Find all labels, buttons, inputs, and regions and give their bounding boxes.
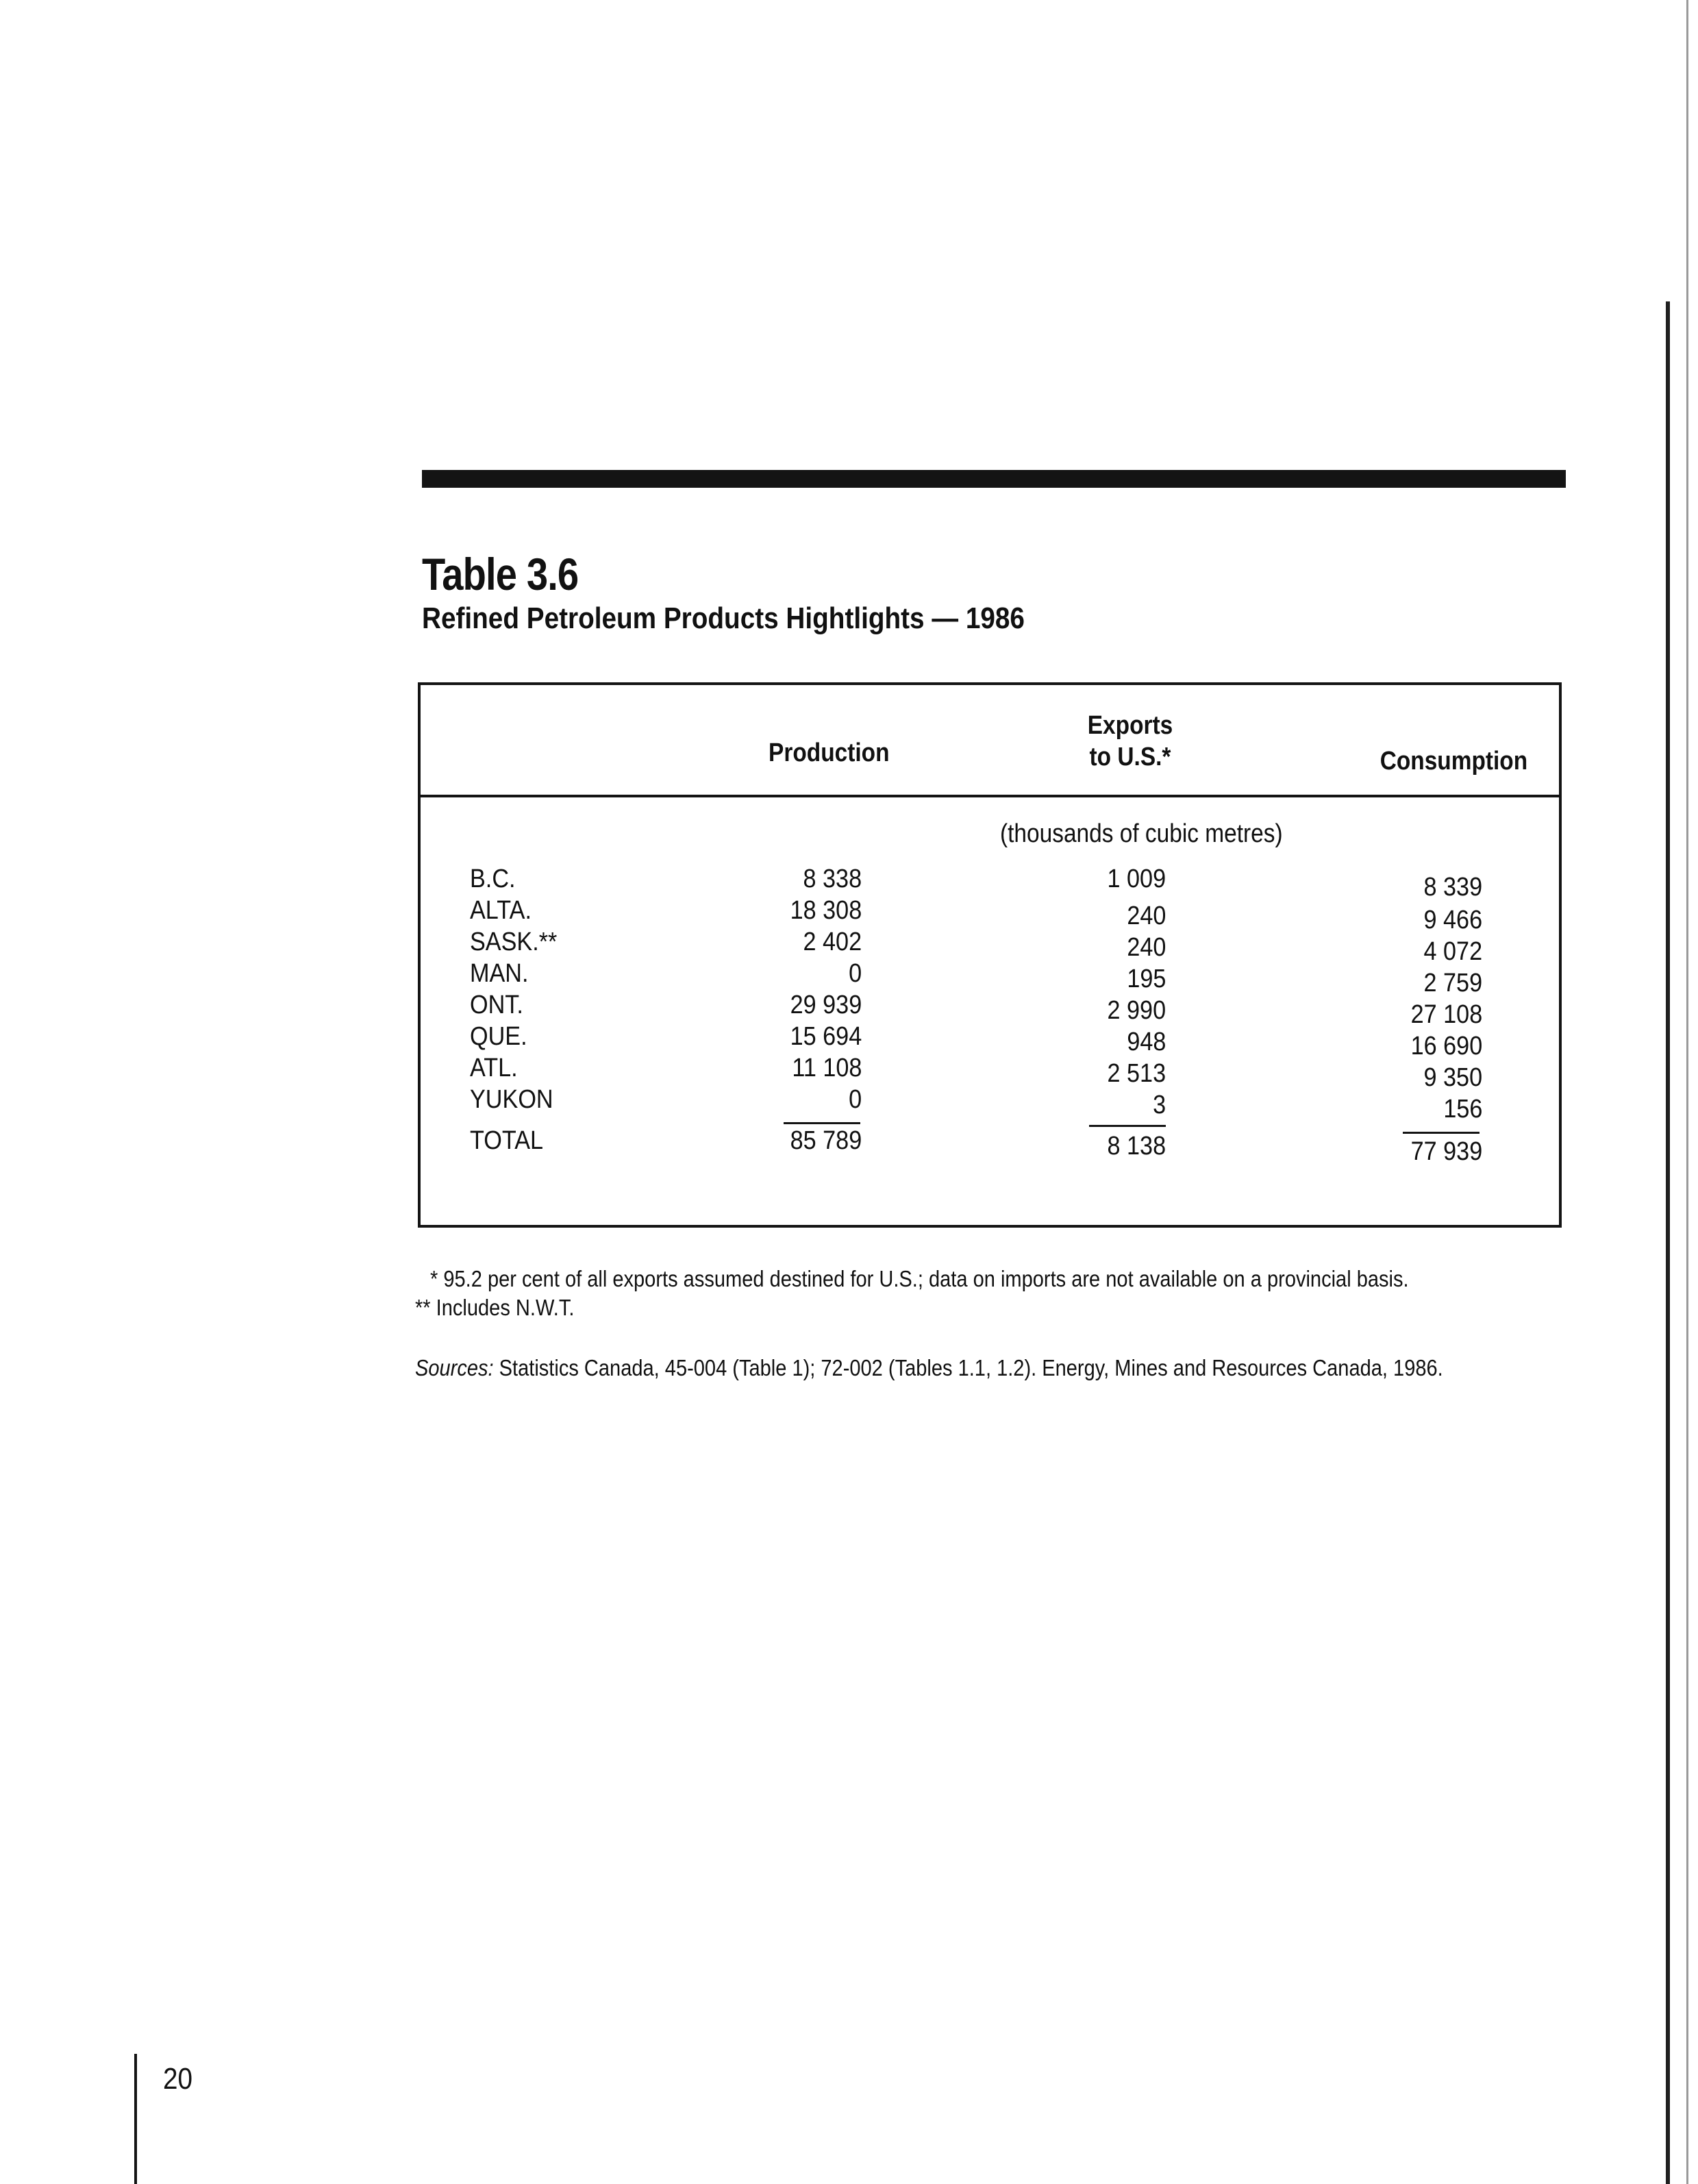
- page-number: 20: [163, 2062, 193, 2096]
- table-row: [418, 1054, 1562, 1092]
- production-cell: 18 308: [790, 896, 862, 925]
- exports-cell: 240: [1126, 933, 1166, 962]
- top-rule: [422, 470, 1566, 488]
- exports-cell: 240: [1126, 902, 1166, 930]
- header-exports-line1: Exports: [1087, 711, 1173, 740]
- region-cell: ALTA.: [470, 896, 532, 925]
- region-cell: ATL.: [470, 1054, 518, 1082]
- production-cell: 8 338: [803, 865, 862, 893]
- header-exports-line2: to U.S.*: [1089, 743, 1171, 771]
- units-label: (thousands of cubic metres): [1000, 819, 1283, 848]
- header-production: Production: [769, 739, 890, 767]
- total-row: [418, 1126, 1562, 1166]
- header-divider: [418, 795, 1562, 797]
- region-cell: B.C.: [470, 865, 516, 893]
- consumption-cell: 8 339: [1423, 873, 1482, 902]
- header-consumption: Consumption: [1379, 747, 1528, 775]
- page-margin-bar: [134, 2054, 137, 2184]
- production-cell: 0: [848, 1085, 862, 1114]
- production-sum-line: [784, 1122, 860, 1124]
- production-cell: 0: [848, 959, 862, 988]
- production-cell: 29 939: [790, 991, 862, 1019]
- footnote-exports: * 95.2 per cent of all exports assumed destined for U.S.; data on imports are not available on a provincial basis.: [430, 1266, 1409, 1291]
- table-title: Refined Petroleum Products Hightlights — 1986: [422, 601, 1025, 635]
- table-row: [418, 1022, 1562, 1060]
- production-cell: 2 402: [803, 928, 862, 956]
- table-row: [418, 991, 1562, 1029]
- consumption-cell: 4 072: [1423, 937, 1482, 966]
- header-exports: [1076, 710, 1184, 773]
- total-production: 85 789: [790, 1126, 862, 1155]
- exports-cell: 2 990: [1107, 996, 1166, 1025]
- page-edge-line: [1686, 0, 1688, 2184]
- exports-cell: 3: [1152, 1091, 1166, 1119]
- exports-cell: 195: [1126, 965, 1166, 993]
- consumption-cell: 156: [1443, 1095, 1482, 1124]
- exports-cell: 948: [1126, 1028, 1166, 1056]
- exports-cell: 2 513: [1107, 1059, 1166, 1088]
- table-number: Table 3.6: [422, 549, 579, 599]
- sources-label: Sources:: [415, 1355, 494, 1380]
- production-cell: 15 694: [790, 1022, 862, 1051]
- region-cell: YUKON: [470, 1085, 553, 1114]
- sources-text: Statistics Canada, 45-004 (Table 1); 72-002 (Tables 1.1, 1.2). Energy, Mines and Resources Canada, 1986.: [493, 1355, 1443, 1380]
- consumption-cell: 9 350: [1423, 1063, 1482, 1092]
- consumption-cell: 27 108: [1410, 1000, 1482, 1029]
- sources-note: [415, 1355, 1443, 1381]
- table-row: [418, 865, 1562, 902]
- production-cell: 11 108: [791, 1054, 862, 1082]
- exports-cell: 1 009: [1107, 865, 1166, 893]
- table-row: [418, 959, 1562, 997]
- total-consumption: 77 939: [1410, 1137, 1482, 1166]
- table-row: [418, 1085, 1562, 1124]
- region-cell: QUE.: [470, 1022, 527, 1051]
- consumption-cell: 2 759: [1423, 969, 1482, 997]
- consumption-cell: 16 690: [1410, 1032, 1482, 1060]
- page-edge-shadow: [1666, 301, 1670, 2184]
- table-row: [418, 896, 1562, 934]
- region-cell: ONT.: [470, 991, 523, 1019]
- table-row: [418, 928, 1562, 966]
- footnote-sask: ** Includes N.W.T.: [415, 1295, 575, 1320]
- consumption-cell: 9 466: [1423, 906, 1482, 934]
- total-exports: 8 138: [1107, 1132, 1166, 1161]
- total-label: TOTAL: [470, 1126, 544, 1155]
- region-cell: MAN.: [470, 959, 529, 988]
- region-cell: SASK.**: [470, 928, 558, 956]
